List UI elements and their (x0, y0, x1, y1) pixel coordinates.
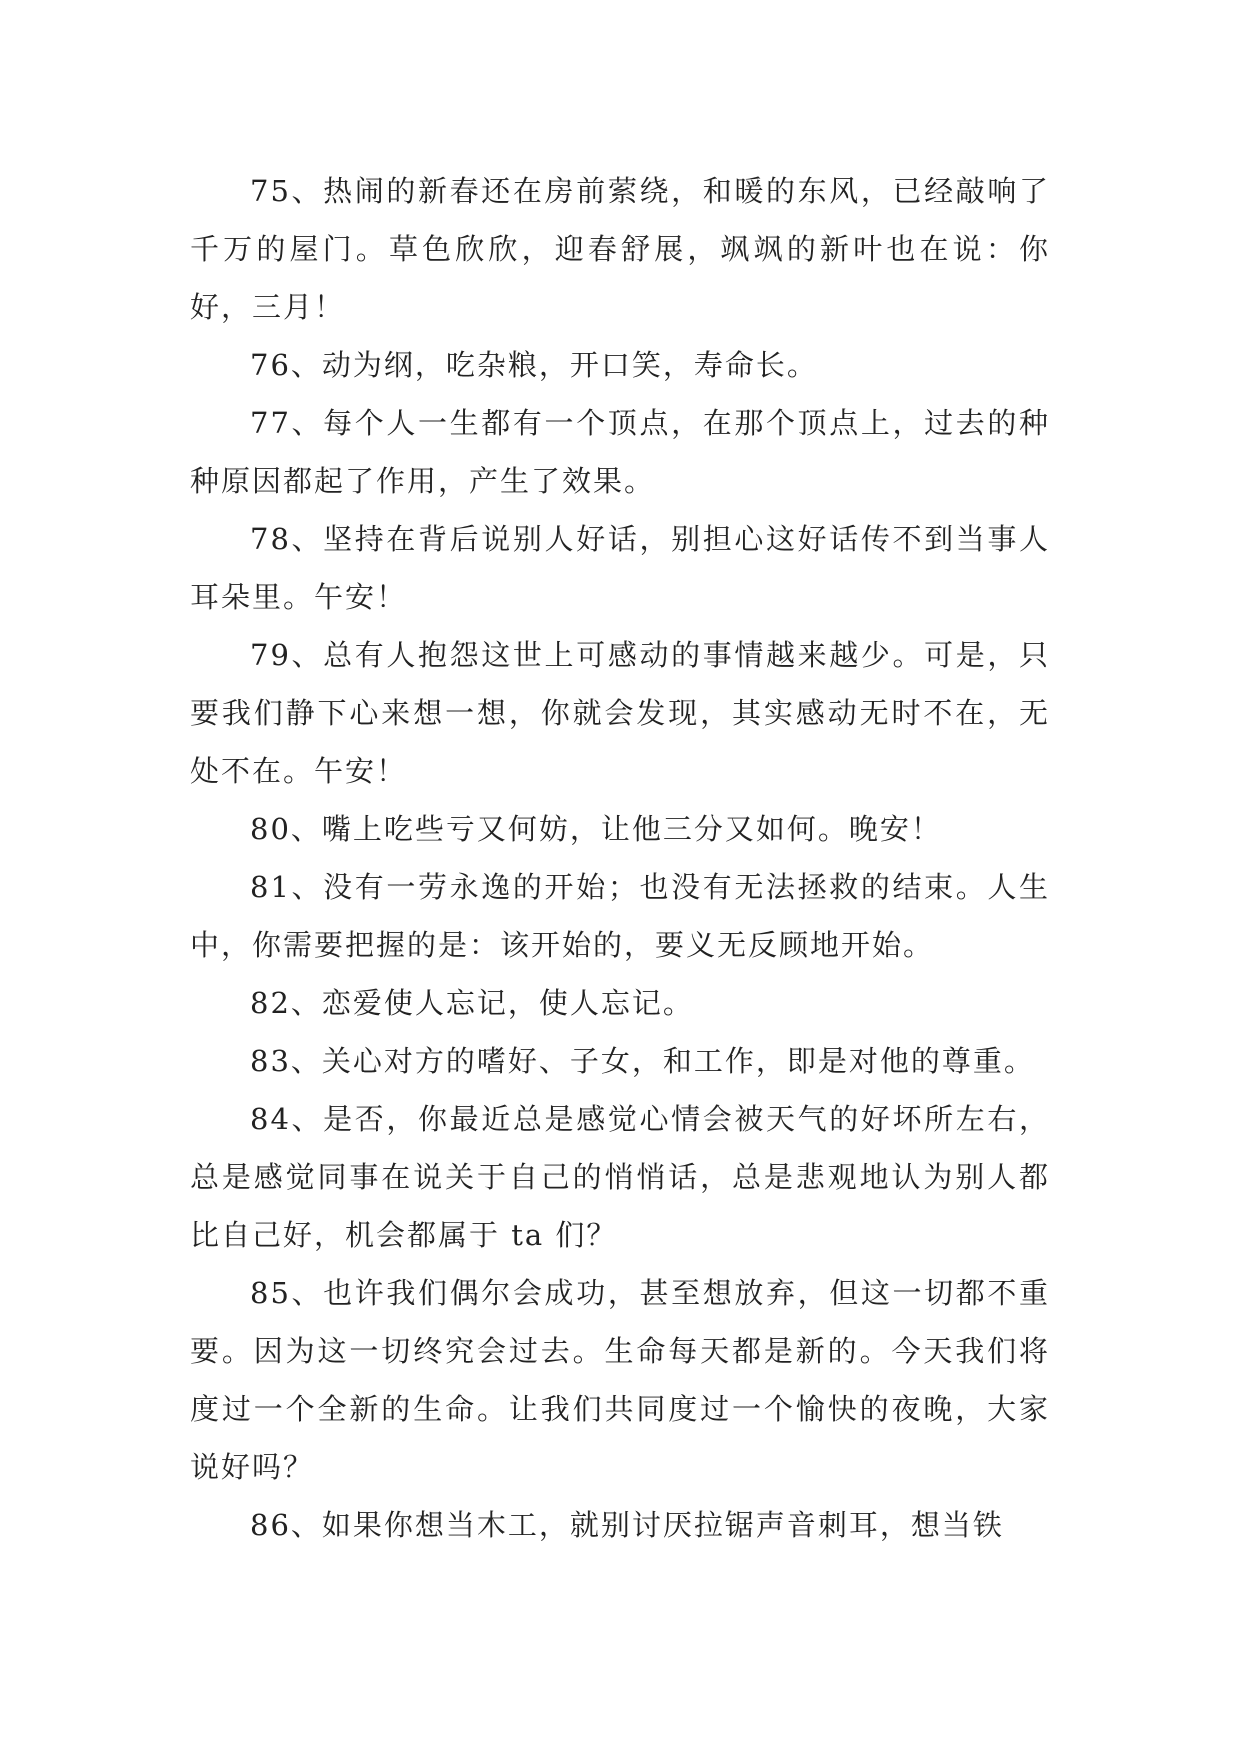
paragraph-80: 80、嘴上吃些亏又何妨，让他三分又如何。晚安！ (250, 812, 942, 846)
paragraph-85: 85、也许我们偶尔会成功，甚至想放弃，但这一切都不重要。因为这一切终究会过去。生命每天都是新的。今天我们将度过一个全新的生命。让我们共同度过一个愉快的夜晚，大家说好吗？ (190, 1276, 1050, 1484)
paragraph-78: 78、坚持在背后说别人好话，别担心这好话传不到当事人耳朵里。午安！ (190, 522, 1050, 614)
document-body (190, 162, 1050, 1554)
paragraph-82: 82、恋爱使人忘记，使人忘记。 (250, 986, 694, 1020)
paragraph-79: 79、总有人抱怨这世上可感动的事情越来越少。可是，只要我们静下心来想一想，你就会发现，其实感动无时不在，无处不在。午安！ (190, 638, 1050, 788)
paragraph-77: 77、每个人一生都有一个顶点，在那个顶点上，过去的种种原因都起了作用，产生了效果。 (190, 406, 1050, 498)
paragraph-81: 81、没有一劳永逸的开始；也没有无法拯救的结束。人生中，你需要把握的是：该开始的，要义无反顾地开始。 (190, 870, 1050, 962)
paragraph-75: 75、热闹的新春还在房前萦绕，和暖的东风，已经敲响了千万的屋门。草色欣欣，迎春舒展，飒飒的新叶也在说：你好，三月！ (190, 174, 1050, 324)
paragraph-86: 86、如果你想当木工，就别讨厌拉锯声音刺耳，想当铁 (250, 1508, 1004, 1542)
paragraph-83: 83、关心对方的嗜好、子女，和工作，即是对他的尊重。 (250, 1044, 1035, 1078)
paragraph-84: 84、是否，你最近总是感觉心情会被天气的好坏所左右，总是感觉同事在说关于自己的悄悄话，总是悲观地认为别人都比自己好，机会都属于 ta 们？ (190, 1102, 1050, 1252)
paragraph-76: 76、动为纲，吃杂粮，开口笑，寿命长。 (250, 348, 818, 382)
